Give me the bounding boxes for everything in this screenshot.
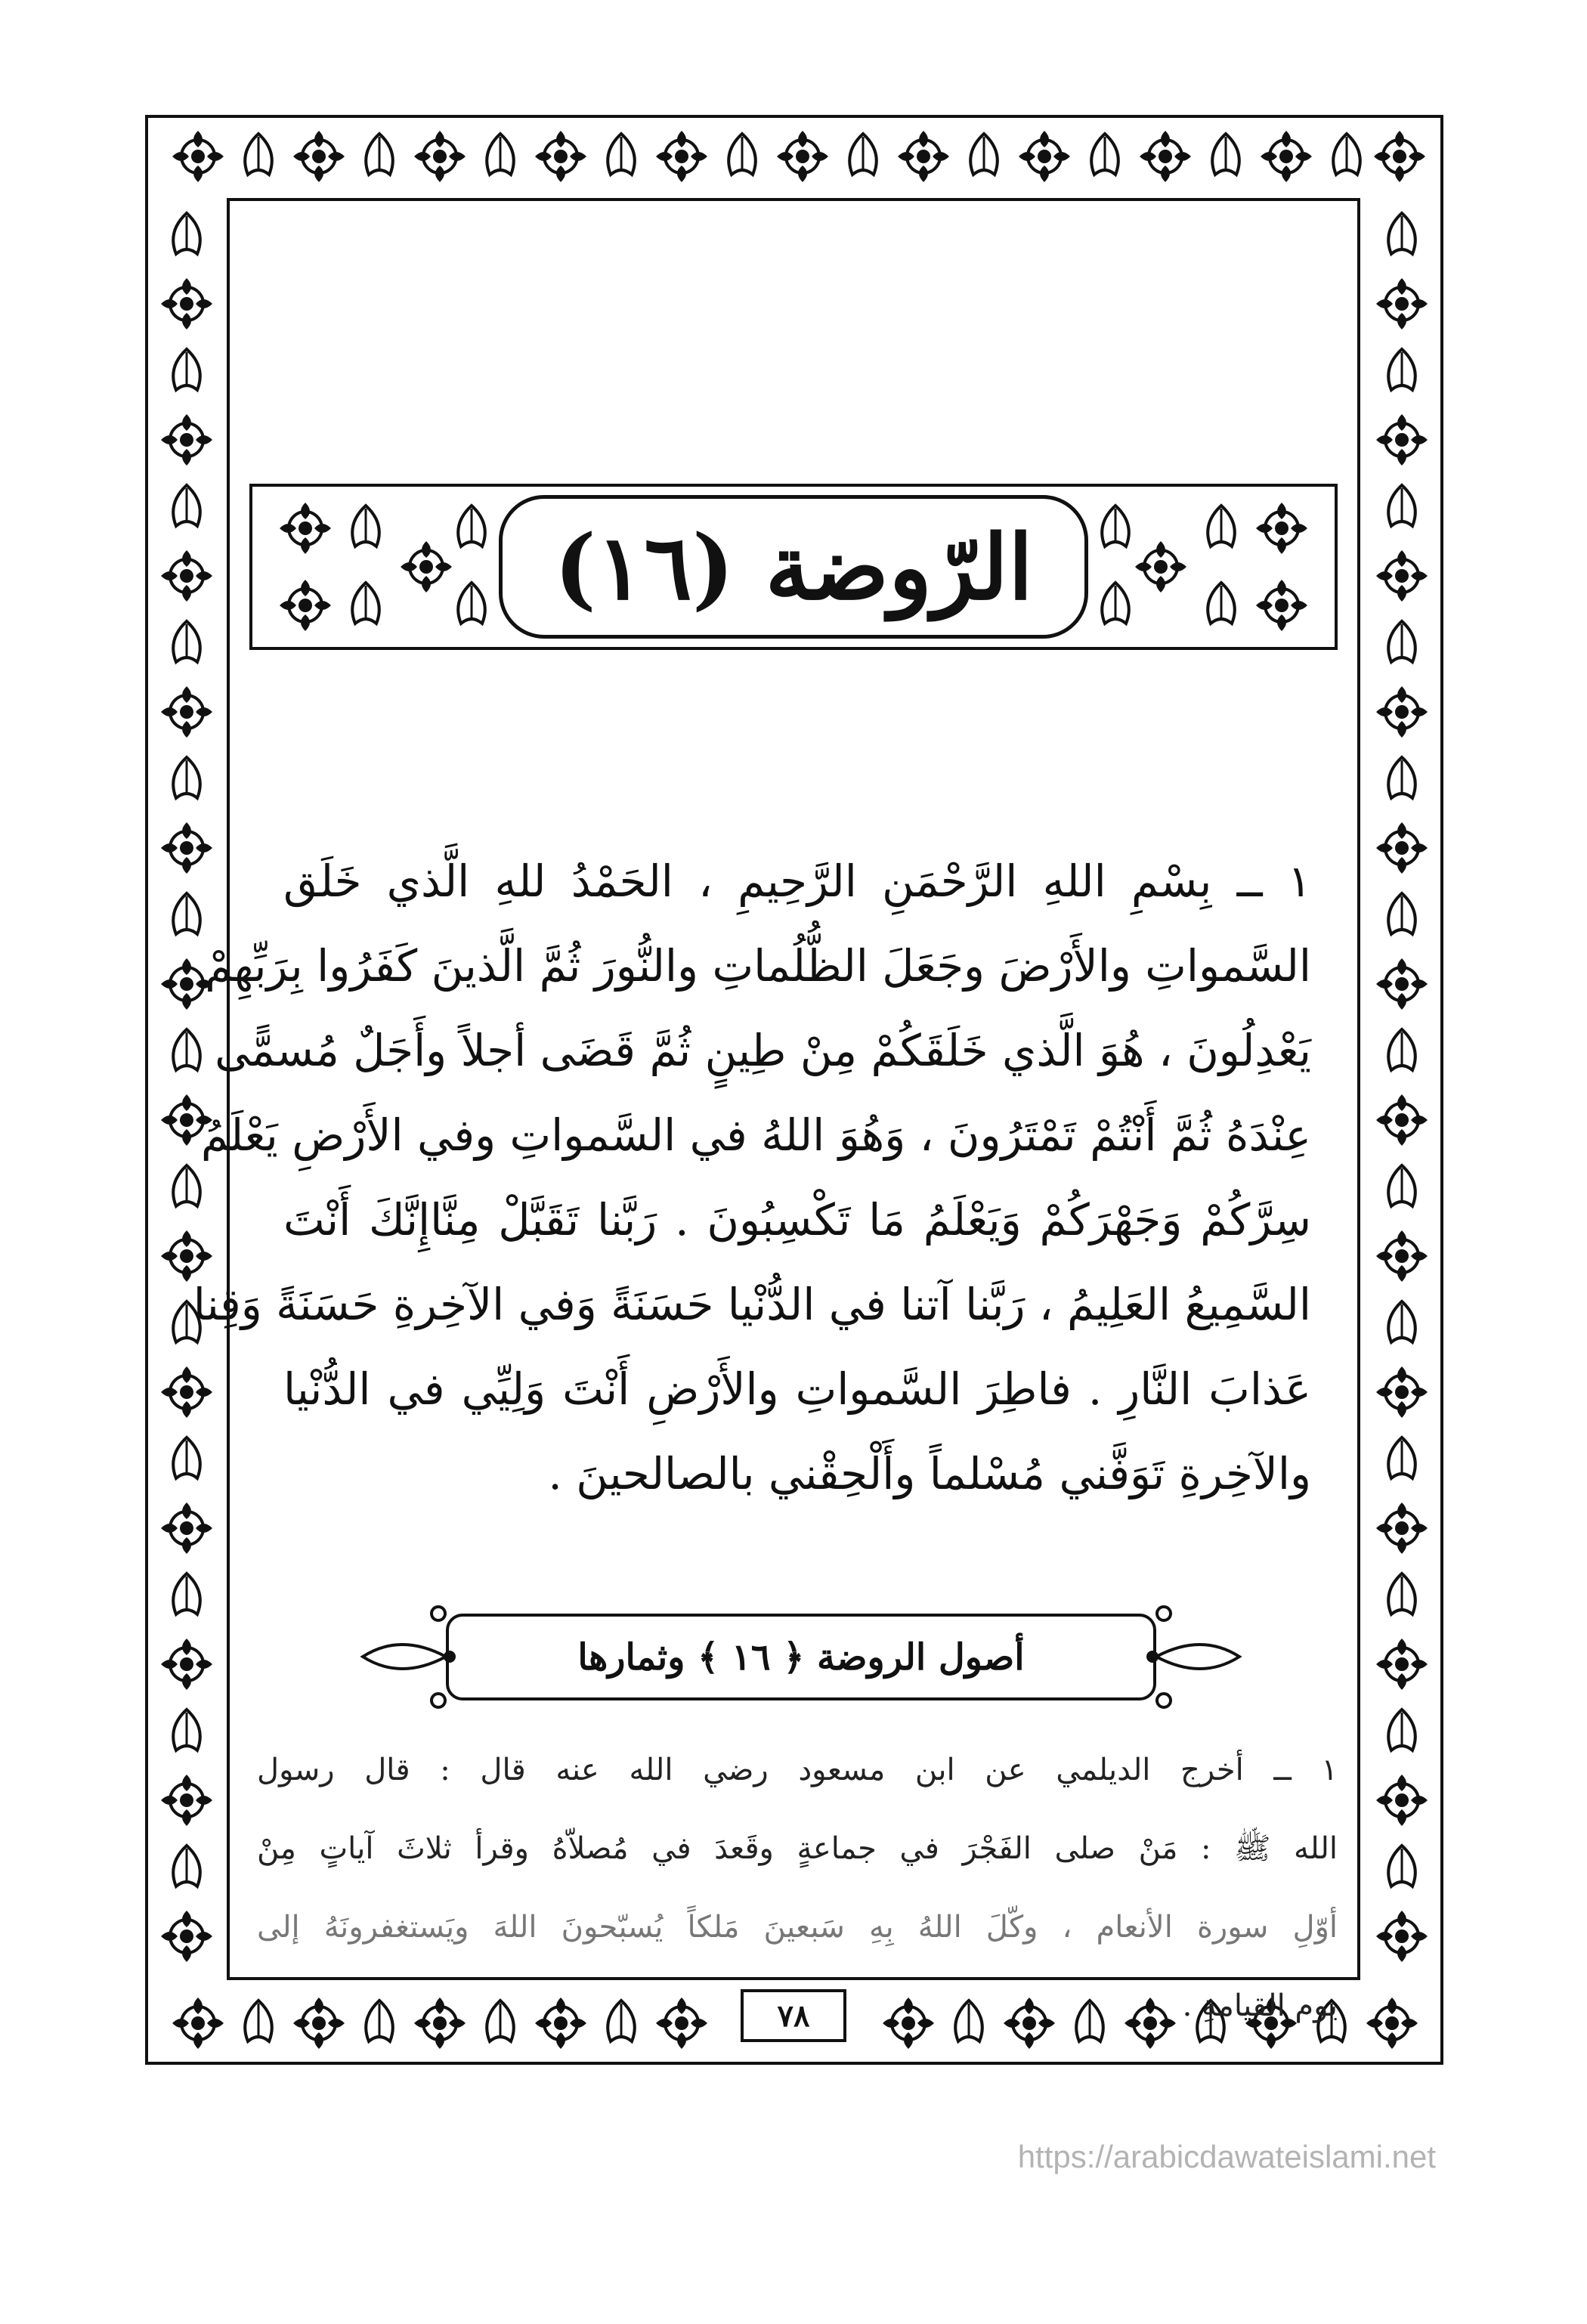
page-number: ٧٨ [741, 1989, 846, 2042]
watermark-url: https://arabicdawateislami.net [1017, 2139, 1436, 2174]
prayer-line: عَذابَ النَّارِ . فاطِرَ السَّمواتِ والأَرْضِ أَنْتَ وَلِيِّي في الدُّنْيا [283, 1363, 1311, 1415]
right-ornament-column [1376, 213, 1428, 1962]
prayer-line: يَعْدِلُونَ ، هُوَ الَّذي خَلَقَكُمْ مِنْ طِينٍ ثُمَّ قَضَى أجلاً وأَجَلٌ مُسمًّى [215, 1025, 1311, 1076]
main-prayer-text [193, 839, 1311, 1516]
hadith-line: أوّلِ سورة الأنعام ، وكّلَ اللهُ بِهِ سَبعينَ مَلكاً يُسبّحونَ اللهَ ويَستغفرونَهُ إلى [257, 1910, 1338, 1945]
hadith-line: ١ ــ أخرج الديلمي عن ابن مسعود رضي الله عنه قال : قال رسول [257, 1753, 1338, 1787]
subheading: أصول الروضة ﴿ ١٦ ﴾ وثمارها [577, 1635, 1025, 1679]
left-ornament-column [161, 213, 212, 1962]
prayer-line: السَّمواتِ والأَرْضَ وجَعَلَ الظُّلُماتِ والنُّورَ ثُمَّ الَّذينَ كَفَرُوا بِرَبِّهِمْ [205, 940, 1311, 992]
prayer-line: السَّمِيعُ العَلِيمُ ، رَبَّنا آتنا في الدُّنْيا حَسَنَةً وَفي الآخِرةِ حَسَنَةً وَقِنا [193, 1279, 1311, 1330]
hadith-line: يوم القيامةِ . [1182, 1988, 1338, 2023]
page-title: الرّوضة (١٦) [554, 514, 1033, 620]
prayer-line: والآخِرةِ تَوَفَّني مُسْلماً وأَلْحِقْني بالصالحينَ . [548, 1448, 1311, 1499]
hadith-line: الله ﷺ : مَنْ صلى الفَجْرَ في جماعةٍ وقَعدَ في مُصلاّهُ وقرأ ثلاثَ آياتٍ مِنْ [257, 1831, 1338, 1866]
prayer-line: عِنْدَهُ ثُمَّ أَنْتُمْ تَمْتَرُونَ ، وَهُوَ اللهُ في السَّمواتِ وفي الأَرْضِ يَعْلَمُ [200, 1109, 1311, 1161]
prayer-line: سِرَّكُمْ وَجَهْرَكُمْ وَيَعْلَمُ مَا تَكْسِبُونَ . رَبَّنا تَقَبَّلْ مِنَّاإِنَّكَ أَنْتَ [283, 1194, 1311, 1246]
prayer-line: ١ ــ بِسْمِ اللهِ الرَّحْمَنِ الرَّحِيمِ ، الحَمْدُ للهِ الَّذي خَلَق [283, 856, 1311, 907]
top-ornament-row [172, 131, 1425, 182]
